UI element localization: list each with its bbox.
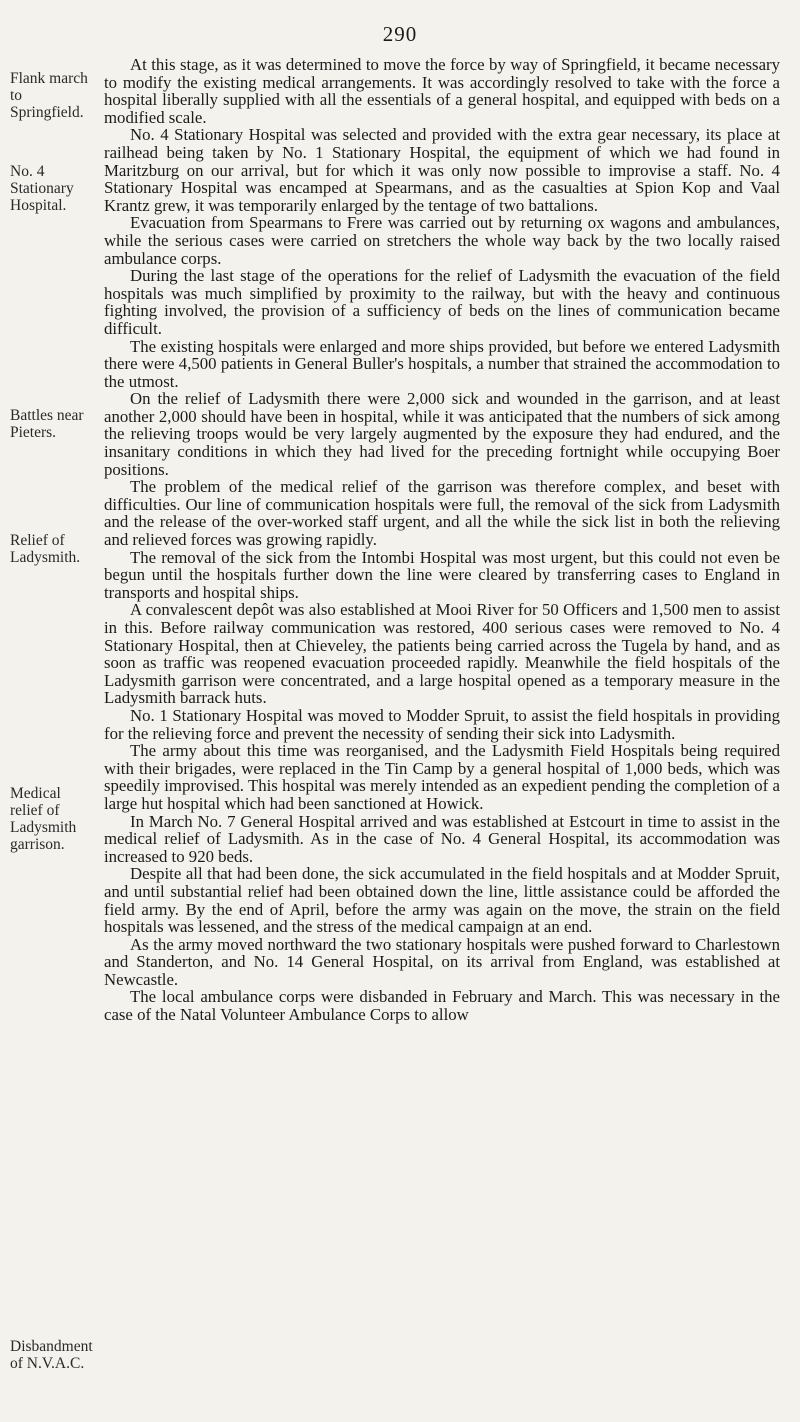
paragraph: A convalescent depôt was also established at Mooi River for 50 Officers and 1,500 men to assist in this. Before railway communication was restored, 400 serious cases were removed to No. 4 Stationary Hospital, then at Chieveley, the patients being carried across the Tugela by hand, and as soon as traffic was reopened evacuation proceeded rapidly. Meanwhile the field hospitals of the Ladysmith garrison were concentrated, and a large hospital opened as a temporary measure in the Ladysmith barrack huts. [104,600,780,708]
page-number: 290 [382,22,418,46]
paragraph: No. 4 Stationary Hospital was selected and provided with the extra gear necessary, its place at railhead being taken by No. 1 Stationary Hospital, the equipment of which we had found in Maritzburg on our arrival, but for which it was only now possible to improvise a staff. No. 4 Stationary Hospital was encamped at Spearmans, and as the casualties at Spion Kop and Vaal Krantz grew, it was temporarily enlarged by the tentage of two battalions. [104,125,780,215]
side-note-relief-of-ladysmith: Relief of Ladysmith. [10,532,81,566]
side-note-flank-march: Flank march to Springfield. [10,70,88,121]
paragraph: The local ambulance corps were disbanded in February and March. This was necessary in the case of the Natal Volunteer Ambulance Corps to allow [104,987,780,1025]
side-note-medical-relief: Medical relief of Ladysmith garrison. [10,785,77,853]
paragraph: In March No. 7 General Hospital arrived and was established at Estcourt in time to assist in the medical relief of Ladysmith. As in the case of No. 4 General Hospital, its accommodation was increased to 920 beds. [104,811,780,866]
paragraph: As the army moved northward the two stationary hospitals were pushed forward to Charlestown and Standerton, and No. 14 General Hospital, on its arrival from England, was established at Newcastle. [104,934,780,989]
paragraph: On the relief of Ladysmith there were 2,000 sick and wounded in the garrison, and at least another 2,000 should have been in hospital, while it was anticipated that the numbers of sick among the relieving troops would be very largely augmented by the exposure they had endured, and the insanitary conditions in which they had lived for the preceding fortnight while occupying Boer positions. [104,389,780,479]
paragraph: The army about this time was reorganised, and the Ladysmith Field Hospitals being required with their brigades, were replaced in the Tin Camp by a general hospital of 1,000 beds, which was speedily improvised. This hospital was merely intended as an expedient pending the completion of a large hut hospital which had been sanctioned at Howick. [104,741,780,813]
side-note-battles-near-pieters: Battles near Pieters. [10,407,84,441]
paragraph: During the last stage of the operations for the relief of Ladysmith the evacuation of the field hospitals was much simplified by proximity to the railway, but with the heavy and continuous fighting involved, the provision of a sufficiency of beds on the lines of communication became difficult. [104,266,780,338]
side-note-no4-stationary-hospital: No. 4 Stationary Hospital. [10,163,74,214]
paragraph: Evacuation from Spearmans to Frere was carried out by returning ox wagons and ambulances, while the serious cases were carried on stretchers the whole way back by the two locally raised ambulance corps. [104,213,780,268]
paragraph: The removal of the sick from the Intombi Hospital was most urgent, but this could not even be begun until the hospitals further down the line were cleared by transferring cases to England in transports and hospital ships. [104,547,780,602]
paragraph: The existing hospitals were enlarged and more ships provided, but before we entered Ladysmith there were 4,500 patients in General Buller's hospitals, a number that strained the accommodation to the utmost. [104,336,780,391]
body-text [104,56,780,1024]
paragraph: No. 1 Stationary Hospital was moved to Modder Spruit, to assist the field hospitals in providing for the relieving force and prevent the necessity of sending their sick into Ladysmith. [104,705,780,743]
paragraph: Despite all that had been done, the sick accumulated in the field hospitals and at Modder Spruit, and until substantial relief had been obtained down the line, little assistance could be afforded the field army. By the end of April, before the army was again on the move, the strain on the field hospitals was lessened, and the stress of the medical campaign at an end. [104,864,780,937]
paragraph: The problem of the medical relief of the garrison was therefore complex, and beset with difficulties. Our line of communication hospitals were full, the removal of the sick from Ladysmith and the release of the over-worked staff urgent, and all the while the sick list in both the relieving and relieved forces was growing rapidly. [104,477,780,550]
side-note-disbandment: Disbandment of N.V.A.C. [10,1338,93,1372]
paragraph: At this stage, as it was determined to move the force by way of Springfield, it became necessary to modify the existing medical arrangements. It was accordingly resolved to take with the force a hospital liberally supplied with all the essentials of a general hospital, and equipped with beds on a modified scale. [104,55,780,127]
